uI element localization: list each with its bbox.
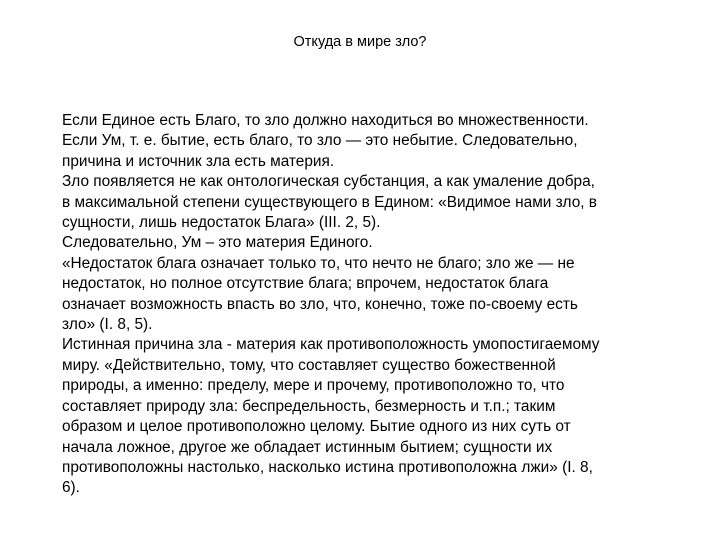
text-line: начала ложное, другое же обладает истинным бытием; сущности их [62,438,553,456]
text-line: означает возможность впасть во зло, что, конечно, тоже по-своему есть [62,295,578,313]
text-line: 6). [62,479,80,497]
text-line: Если Ум, т. е. бытие, есть благо, то зло — это небытие. Следовательно, [62,132,578,150]
text-line: сущности, лишь недостаток Блага» (III. 2, 5). [62,214,381,232]
text-line: Зло появляется не как онтологическая субстанция, а как умаление добра, [62,173,595,191]
text-line: в максимальной степени существующего в Едином: «Видимое нами зло, в [62,193,597,211]
text-line: недостаток, но полное отсутствие блага; впрочем, недостаток блага [62,275,549,293]
text-line: Истинная причина зла - материя как противоположность умопостигаемому [62,336,600,354]
text-line: «Недостаток блага означает только то, что нечто не благо; зло же — не [62,254,575,272]
slide-title: Откуда в мире зло? [293,34,427,50]
text-line: природы, а именно: пределу, мере и прочему, противоположно то, что [62,377,565,395]
text-line: причина и источник зла есть материя. [62,152,335,170]
text-line: составляет природу зла: беспредельность, безмерность и т.п.; таким [62,397,556,415]
text-line: образом и целое противоположно целому. Бытие одного из них суть от [62,418,571,436]
text-line: Если Единое есть Благо, то зло должно находиться во множественности. [62,112,589,129]
text-line: Следовательно, Ум – это материя Единого. [62,234,373,252]
slide-body-text [62,111,682,499]
text-line: миру. «Действительно, тому, что составляет существо божественной [62,356,556,374]
text-line: зло» (I. 8, 5). [62,316,153,334]
text-line: противоположны настолько, насколько истина противоположна лжи» (I. 8, [62,458,593,476]
